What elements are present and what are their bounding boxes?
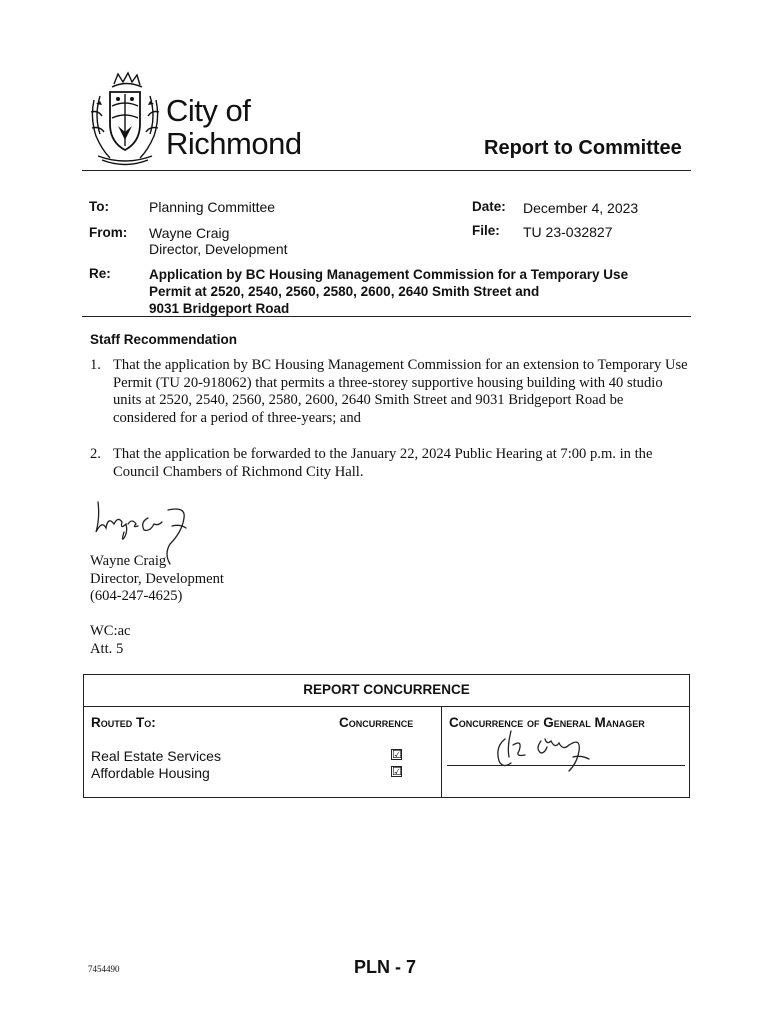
routed-row-name: Affordable Housing — [91, 765, 210, 781]
re-line: Application by BC Housing Management Commission for a Temporary Use — [149, 267, 629, 282]
file-label: File: — [472, 223, 500, 238]
table-divider — [84, 706, 689, 707]
recommendation-heading: Staff Recommendation — [90, 332, 238, 347]
re-line: Permit at 2520, 2540, 2560, 2580, 2600, 2640 Smith Street and — [149, 284, 540, 299]
to-label: To: — [89, 199, 109, 214]
concurrence-table — [83, 674, 690, 798]
recommendation-item — [90, 357, 690, 427]
routed-row-name: Real Estate Services — [91, 748, 221, 764]
reference-block — [90, 623, 131, 658]
table-column-divider — [441, 706, 442, 797]
signatory-title: Director, Development — [90, 570, 224, 587]
signatory-block — [90, 553, 224, 606]
initials: WC:ac — [90, 623, 131, 639]
re-label: Re: — [89, 266, 111, 281]
signatory-name: Wayne Craig — [90, 553, 167, 569]
org-name-line1: City of — [166, 93, 251, 128]
concurrence-header: Concurrence — [339, 715, 414, 730]
document-number: 7454490 — [88, 964, 120, 974]
page-label: PLN - 7 — [354, 957, 417, 977]
concurrence-checkbox: ☑ — [392, 765, 402, 778]
gm-concurrence-header: Concurrence of General Manager — [449, 715, 645, 730]
memo-rule — [82, 316, 691, 317]
from-title: Director, Development — [149, 241, 288, 257]
org-name-line2: Richmond — [166, 126, 302, 161]
attachments: Att. 5 — [90, 640, 124, 657]
date-value: December 4, 2023 — [523, 200, 639, 216]
routed-to-header: Routed To: — [91, 715, 156, 730]
signatory-phone: (604-247-4625) — [90, 588, 183, 605]
file-value: TU 23-032827 — [523, 224, 613, 240]
concurrence-checkbox: ☑ — [392, 748, 402, 761]
from-label: From: — [89, 225, 128, 240]
recommendation-item — [90, 446, 690, 481]
to-value: Planning Committee — [149, 199, 276, 215]
concurrence-title: REPORT CONCURRENCE — [303, 682, 470, 697]
re-line: 9031 Bridgeport Road — [149, 301, 290, 316]
gm-signature-image — [489, 727, 609, 777]
re-subject — [149, 266, 628, 317]
header-rule — [82, 170, 691, 171]
city-crest-logo — [88, 70, 162, 166]
from-name: Wayne Craig — [149, 225, 230, 241]
item-text: That the application by BC Housing Management Commission for an extension to Temporary Use Permit (TU 20-918062) that permits a three-storey supportive housing building with 40 studio units at 2520, 2540, 2560, 2580, 2600, 2640 Smith Street and 9031 Bridgeport Road be considered for a period of three-years; and — [113, 357, 688, 426]
date-label: Date: — [472, 199, 506, 214]
item-text: That the application be forwarded to the January 22, 2024 Public Hearing at 7:00 p.m. in the Council Chambers of Richmond City Hall. — [113, 446, 653, 480]
item-number: 1. — [90, 357, 101, 373]
report-title: Report to Committee — [484, 137, 682, 159]
item-number: 2. — [90, 446, 101, 462]
